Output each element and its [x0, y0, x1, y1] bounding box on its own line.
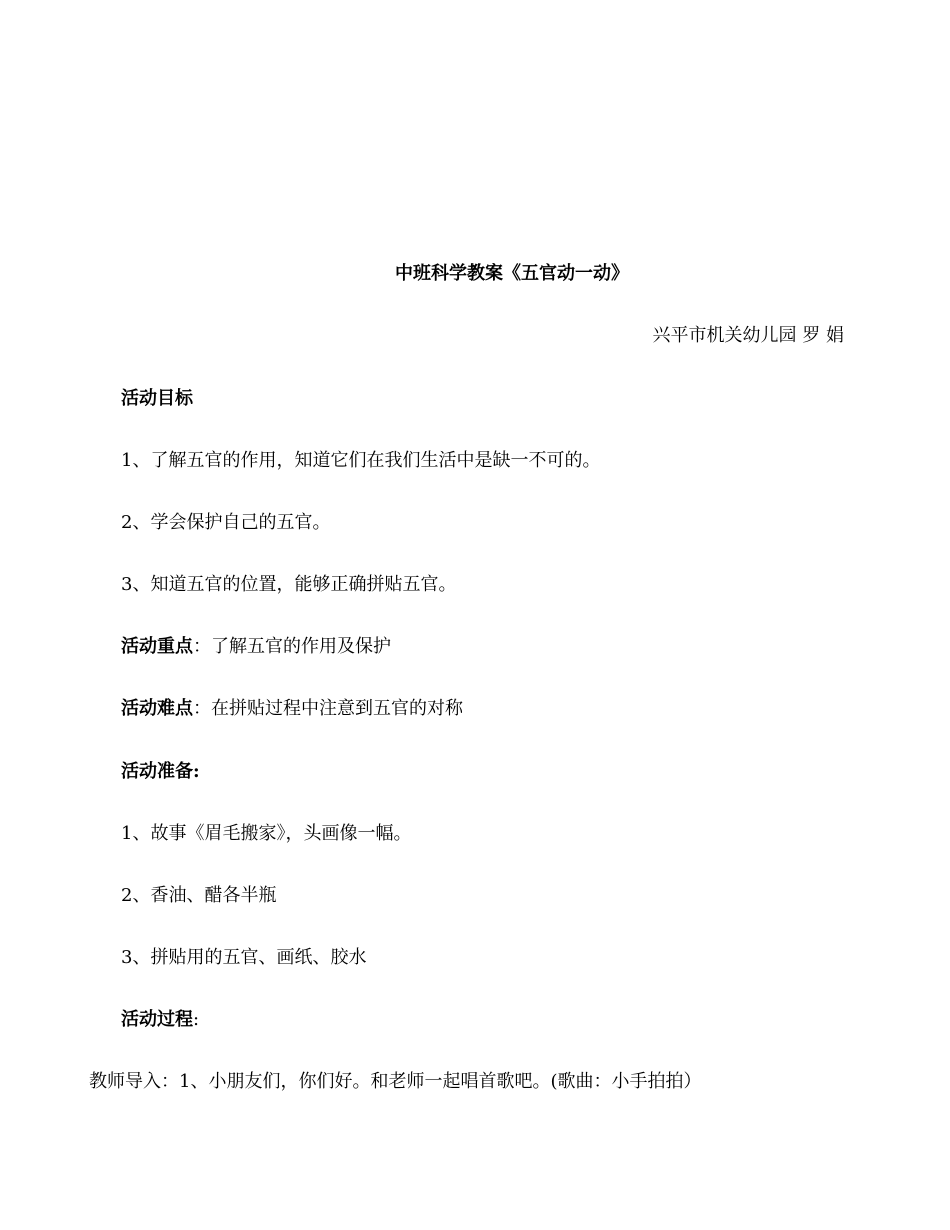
- teacher-intro: 教师导入：1、小朋友们，你们好。和老师一起唱首歌吧。(歌曲：小手拍拍）: [89, 1071, 702, 1092]
- focus-label: 活动重点: [121, 636, 193, 657]
- difficulty-label: 活动难点: [121, 698, 193, 719]
- focus-line: [121, 635, 391, 659]
- prep-item: 1、故事《眉毛搬家》，头画像一幅。: [121, 823, 412, 844]
- goal-item: 2、学会保护自己的五官。: [121, 512, 331, 533]
- document-title: 中班科学教案《五官动一动》: [395, 263, 629, 284]
- goal-item: 3、知道五官的位置，能够正确拼贴五官。: [121, 574, 457, 595]
- process-heading: [121, 1008, 199, 1032]
- goals-heading: 活动目标: [121, 388, 193, 409]
- process-label: 活动过程: [121, 1009, 193, 1030]
- prep-heading: 活动准备:: [121, 761, 200, 782]
- author-line: 兴平市机关幼儿园 罗 娟: [652, 325, 844, 346]
- prep-item: 3、拼贴用的五官、画纸、胶水: [121, 947, 367, 968]
- difficulty-text: ：在拼贴过程中注意到五官的对称: [193, 698, 463, 719]
- focus-text: ：了解五官的作用及保护: [193, 636, 391, 657]
- goal-item: 1、了解五官的作用，知道它们在我们生活中是缺一不可的。: [121, 450, 601, 471]
- process-colon: :: [193, 1009, 200, 1030]
- difficulty-line: [121, 697, 463, 721]
- prep-item: 2、香油、醋各半瓶: [121, 885, 277, 906]
